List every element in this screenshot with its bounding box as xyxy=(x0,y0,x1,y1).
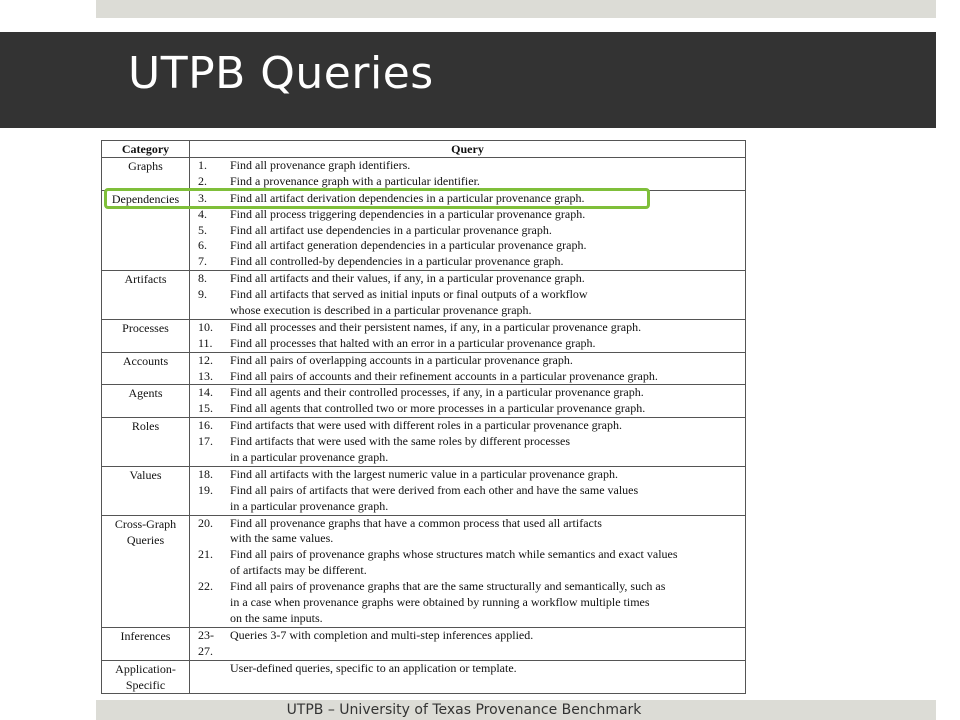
query-line xyxy=(190,207,745,223)
category-header: Category xyxy=(102,141,190,158)
query-cell xyxy=(190,158,746,191)
category-cell: Values xyxy=(102,466,190,515)
slide-title: UTPB Queries xyxy=(128,48,434,99)
query-text: Find all artifacts and their values, if any, in a particular provenance graph. xyxy=(230,271,585,286)
query-cell xyxy=(190,271,746,320)
query-number: 23- xyxy=(198,627,214,642)
query-text: in a particular provenance graph. xyxy=(230,450,389,465)
query-line xyxy=(190,483,745,499)
query-text: Find all process triggering dependencies in a particular provenance graph. xyxy=(230,206,586,221)
query-line xyxy=(190,611,745,627)
query-number xyxy=(190,303,230,319)
query-number: 6. xyxy=(198,238,207,253)
query-text: Find all agents that controlled two or more processes in a particular provenance graph. xyxy=(230,401,646,416)
category-cell: Inferences xyxy=(102,627,190,660)
query-line xyxy=(190,499,745,515)
query-text: Find all processes that halted with an error in a particular provenance graph. xyxy=(230,335,596,350)
table-header-row xyxy=(102,141,746,158)
query-text: Find all artifact use dependencies in a particular provenance graph. xyxy=(230,222,552,237)
query-text: of artifacts may be different. xyxy=(230,563,367,578)
query-line xyxy=(190,287,745,303)
table-row xyxy=(102,515,746,627)
query-text: Find all processes and their persistent names, if any, in a particular provenance graph. xyxy=(230,319,642,334)
table-row xyxy=(102,385,746,418)
query-text: Find all pairs of artifacts that were derived from each other and have the same values xyxy=(230,482,639,497)
category-cell: Roles xyxy=(102,418,190,467)
query-line xyxy=(190,547,745,563)
query-number xyxy=(190,677,230,693)
query-number: 21. xyxy=(198,547,213,562)
query-line xyxy=(190,467,745,483)
query-text: Find all provenance graph identifiers. xyxy=(230,158,411,172)
query-number: 2. xyxy=(198,173,207,188)
query-number: 15. xyxy=(198,401,213,416)
query-line xyxy=(190,369,745,385)
query-number: 4. xyxy=(198,206,207,221)
table-row xyxy=(102,418,746,467)
query-cell xyxy=(190,190,746,270)
query-line xyxy=(190,563,745,579)
query-line xyxy=(190,336,745,352)
query-number: 18. xyxy=(198,466,213,481)
query-text: whose execution is described in a particular provenance graph. xyxy=(230,303,532,318)
query-cell xyxy=(190,418,746,467)
category-cell: Processes xyxy=(102,319,190,352)
query-number: 1. xyxy=(198,158,207,172)
table-row xyxy=(102,190,746,270)
query-number: 19. xyxy=(198,482,213,497)
query-text: Find all artifacts with the largest numeric value in a particular provenance graph. xyxy=(230,466,618,481)
top-accent-strip xyxy=(96,0,936,18)
query-number: 13. xyxy=(198,368,213,383)
query-text: Queries 3-7 with completion and multi-step inferences applied. xyxy=(230,627,534,642)
query-text: Find all controlled-by dependencies in a particular provenance graph. xyxy=(230,254,564,269)
query-line xyxy=(190,303,745,319)
category-cell: Graphs xyxy=(102,158,190,191)
query-text: on the same inputs. xyxy=(230,610,323,625)
query-text: Find all artifact derivation dependencies in a particular provenance graph. xyxy=(230,190,585,205)
query-text: Find artifacts that were used with the same roles by different processes xyxy=(230,434,571,449)
query-line xyxy=(190,401,745,417)
query-number xyxy=(190,531,230,547)
query-cell xyxy=(190,385,746,418)
query-number: 9. xyxy=(198,287,207,302)
query-cell xyxy=(190,627,746,660)
query-cell xyxy=(190,352,746,385)
query-cell xyxy=(190,466,746,515)
query-text: Find all agents and their controlled processes, if any, in a particular provenance graph. xyxy=(230,385,644,400)
query-number: 7. xyxy=(198,254,207,269)
category-cell: Artifacts xyxy=(102,271,190,320)
category-cell: Application-Specific xyxy=(102,660,190,693)
slide-footer xyxy=(96,700,936,720)
query-cell xyxy=(190,660,746,693)
category-cell: Agents xyxy=(102,385,190,418)
query-text: Find all pairs of accounts and their refinement accounts in a particular provenance graph. xyxy=(230,368,658,383)
query-text: Find all provenance graphs that have a common process that used all artifacts xyxy=(230,515,602,530)
table-row xyxy=(102,466,746,515)
category-cell: Accounts xyxy=(102,352,190,385)
footer-text: UTPB – University of Texas Provenance Benchmark xyxy=(286,702,642,718)
query-line xyxy=(190,158,745,174)
query-number: 5. xyxy=(198,222,207,237)
query-text: with the same values. xyxy=(230,531,334,546)
query-number: 17. xyxy=(198,434,213,449)
query-line xyxy=(190,434,745,450)
query-cell xyxy=(190,319,746,352)
query-line xyxy=(190,531,745,547)
query-line xyxy=(190,385,745,401)
query-text: Find all artifacts that served as initial inputs or final outputs of a workflow xyxy=(230,287,588,302)
query-line xyxy=(190,191,745,207)
query-line xyxy=(190,628,745,644)
query-number xyxy=(190,661,230,677)
query-cell xyxy=(190,515,746,627)
query-header: Query xyxy=(190,141,746,158)
category-cell: Dependencies xyxy=(102,190,190,270)
query-text: Find artifacts that were used with different roles in a particular provenance graph. xyxy=(230,418,622,433)
query-line xyxy=(190,450,745,466)
query-text: Find a provenance graph with a particular identifier. xyxy=(230,173,480,188)
query-number: 27. xyxy=(198,643,213,658)
query-number: 10. xyxy=(198,319,213,334)
query-line xyxy=(190,661,745,677)
table-body xyxy=(102,158,746,694)
query-line xyxy=(190,320,745,336)
query-line xyxy=(190,595,745,611)
query-line xyxy=(190,516,745,532)
query-number: 12. xyxy=(198,352,213,367)
query-text: Find all pairs of provenance graphs whose structures match while semantics and exact values xyxy=(230,547,678,562)
query-text: User-defined queries, specific to an application or template. xyxy=(230,660,517,675)
query-number: 20. xyxy=(198,515,213,530)
query-text: Find all pairs of overlapping accounts in a particular provenance graph. xyxy=(230,352,573,367)
query-number xyxy=(190,611,230,627)
query-number: 8. xyxy=(198,271,207,286)
query-line xyxy=(190,418,745,434)
query-number xyxy=(190,563,230,579)
query-line xyxy=(190,174,745,190)
query-number: 16. xyxy=(198,418,213,433)
query-text: Find all artifact generation dependencies in a particular provenance graph. xyxy=(230,238,587,253)
query-number: 3. xyxy=(198,190,207,205)
query-text xyxy=(230,644,745,660)
query-number: 22. xyxy=(198,579,213,594)
table-row xyxy=(102,352,746,385)
table-row xyxy=(102,319,746,352)
query-line xyxy=(190,254,745,270)
query-line xyxy=(190,238,745,254)
table-row xyxy=(102,271,746,320)
query-number xyxy=(190,595,230,611)
queries-table-container xyxy=(101,140,746,694)
query-line xyxy=(190,644,745,660)
query-text: in a case when provenance graphs were obtained by running a workflow multiple times xyxy=(230,595,650,610)
table-row xyxy=(102,627,746,660)
table-row xyxy=(102,158,746,191)
query-text: in a particular provenance graph. xyxy=(230,498,389,513)
query-line xyxy=(190,579,745,595)
query-number: 11. xyxy=(198,335,213,350)
query-number xyxy=(190,450,230,466)
query-line xyxy=(190,677,745,693)
category-cell: Cross-Graph Queries xyxy=(102,515,190,627)
query-line xyxy=(190,271,745,287)
query-line xyxy=(190,223,745,239)
query-text: Find all pairs of provenance graphs that are the same structurally and semantically, such as xyxy=(230,579,666,594)
query-text xyxy=(230,677,745,693)
query-number: 14. xyxy=(198,385,213,400)
queries-table xyxy=(101,140,746,694)
query-number xyxy=(190,499,230,515)
table-row xyxy=(102,660,746,693)
query-line xyxy=(190,353,745,369)
